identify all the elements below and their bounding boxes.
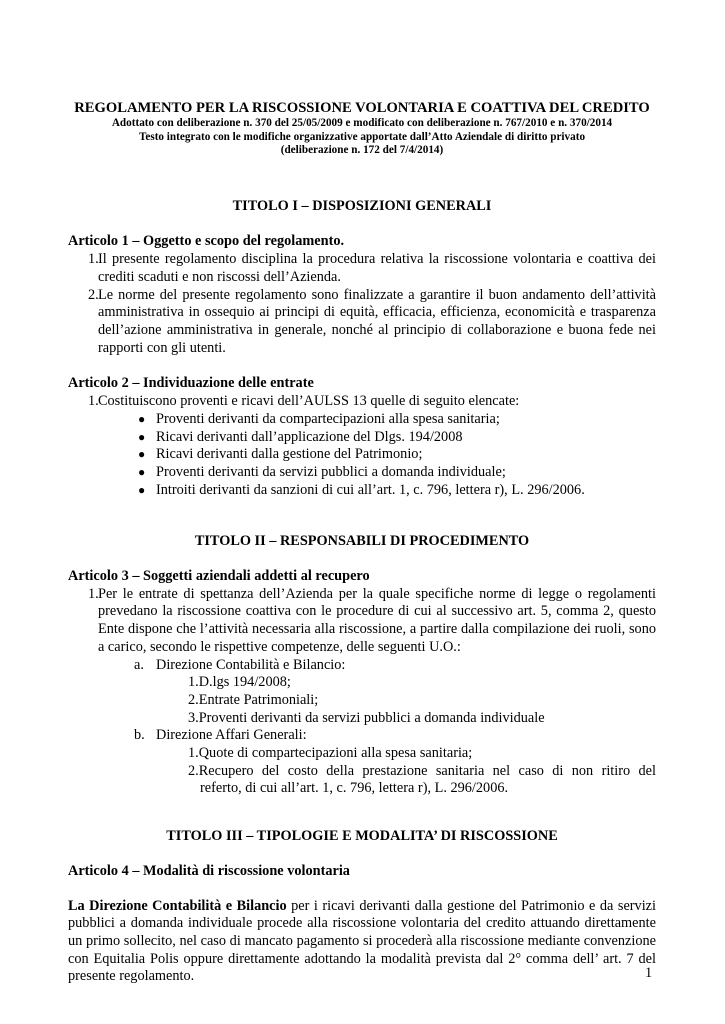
titolo-3-heading: TITOLO III – TIPOLOGIE E MODALITA’ DI RISCOSSIONE bbox=[166, 828, 558, 845]
list-item: ● Proventi derivanti da compartecipazioni alla spesa sanitaria; bbox=[138, 410, 500, 427]
item-text: Le norme del presente regolamento sono finalizzate a garantire il buon andamento dell’attività amministrativa in ossequio ai principi di equità, efficacia, efficienza, economicità e trasparenza dell’azione amministrativa in generale, nonché al principio di collaborazione e buona fede nei rapporti con gli utenti. bbox=[98, 286, 656, 356]
item-number: 1. bbox=[88, 251, 99, 268]
titolo-2-heading: TITOLO II – RESPONSABILI DI PROCEDIMENTO bbox=[194, 533, 530, 550]
adoption-note: Adottato con deliberazione n. 370 del 25/05/2009 e modificato con deliberazione n. 767/2010 e n. 370/2014 bbox=[111, 117, 613, 129]
unit-a-item: 2.Entrate Patrimoniali; bbox=[188, 691, 319, 708]
list-item: ● Proventi derivanti da servizi pubblici a domanda individuale; bbox=[138, 463, 506, 480]
unit-a bbox=[68, 657, 656, 675]
page-number: 1 bbox=[645, 965, 653, 981]
unit-a-item: 3.Proventi derivanti da servizi pubblici a domanda individuale bbox=[188, 709, 545, 726]
unit-a-item: 1.D.lgs 194/2008; bbox=[188, 674, 291, 691]
bullet-icon: ● bbox=[138, 482, 146, 497]
bullet-icon: ● bbox=[138, 429, 146, 444]
list-item: ● Introiti derivanti da sanzioni di cui all’art. 1, c. 796, lettera r), L. 296/2006. bbox=[138, 481, 585, 498]
article-3-title: Articolo 3 – Soggetti aziendali addetti al recupero bbox=[68, 568, 370, 585]
list-item: ● Ricavi derivanti dall’applicazione del Dlgs. 194/2008 bbox=[138, 428, 463, 445]
article-1-item-1 bbox=[68, 251, 656, 286]
item-number: 1. bbox=[88, 585, 99, 602]
item-text: Costituiscono proventi e ricavi dell’AULSS 13 quelle di seguito elencate: bbox=[98, 393, 520, 410]
deliberation-note: (deliberazione n. 172 del 7/4/2014) bbox=[280, 144, 444, 157]
unit-b-item: 2.Recupero del costo della prestazione sanitaria nel caso di non ritiro del referto, di cui all’art. 1, c. 796, lettera r), L. 296/2006. bbox=[188, 762, 656, 797]
item-text: Per le entrate di spettanza dell’Azienda per la quale specifiche norme di legge o regolamenti prevedano la riscossione coattiva con le procedure di cui al successivo art. 5, comma 2, questo Ente dispone che l’attività necessaria alla riscossione, a partire dalla compilazione dei ruoli, sono a carico, secondo le rispettive competenze, delle seguenti U.O.: bbox=[98, 585, 656, 655]
item-text: Il presente regolamento disciplina la procedura relativa la riscossione volontaria e coattiva dei crediti scaduti e non riscossi dell’Azienda. bbox=[98, 251, 656, 285]
item-number: 1. bbox=[88, 393, 99, 410]
article-2-item-1 bbox=[68, 393, 656, 411]
unit-a-name: Direzione Contabilità e Bilancio: bbox=[156, 656, 346, 673]
article-4-lead: La Direzione Contabilità e Bilancio bbox=[68, 897, 287, 914]
revenue-list bbox=[68, 411, 656, 500]
article-3-item-1 bbox=[68, 586, 656, 657]
titolo-1-heading: TITOLO I – DISPOSIZIONI GENERALI bbox=[232, 197, 492, 214]
unit-b-item: 1.Quote di compartecipazioni alla spesa sanitaria; bbox=[188, 745, 473, 762]
unit-b-name: Direzione Affari Generali: bbox=[156, 727, 307, 744]
letter-key: b. bbox=[134, 727, 145, 744]
article-2-title: Articolo 2 – Individuazione delle entrate bbox=[68, 375, 314, 392]
unit-b bbox=[68, 727, 656, 745]
list-item: ● Ricavi derivanti dalla gestione del Patrimonio; bbox=[138, 446, 423, 463]
item-number: 2. bbox=[88, 286, 99, 303]
document-title: REGOLAMENTO PER LA RISCOSSIONE VOLONTARIA E COATTIVA DEL CREDITO bbox=[74, 100, 650, 116]
article-4-paragraph bbox=[68, 898, 656, 987]
bullet-icon: ● bbox=[138, 411, 146, 426]
bullet-icon: ● bbox=[138, 447, 146, 462]
article-4-text: per i ricavi derivanti dalla gestione del Patrimonio e da servizi pubblici a domanda individuale procede alla riscossione volontaria del credito attuando direttamente un primo sollecito, nel caso di mancato pagamento si procederà alla riscossione mediante convenzione con Equitalia Polis oppure direttamente adottando la modalità prevista dal 2° comma dell’ art. 7 del presente regolamento. bbox=[68, 897, 656, 985]
integration-note: Testo integrato con le modifiche organizzative apportate dall’Atto Aziendale di diritto privato bbox=[138, 130, 586, 143]
bullet-icon: ● bbox=[138, 464, 146, 479]
article-1-title: Articolo 1 – Oggetto e scopo del regolamento. bbox=[68, 233, 345, 250]
article-1-item-2 bbox=[68, 287, 656, 358]
letter-key: a. bbox=[134, 656, 144, 673]
article-4-title: Articolo 4 – Modalità di riscossione volontaria bbox=[68, 862, 350, 879]
document-page bbox=[68, 100, 656, 986]
